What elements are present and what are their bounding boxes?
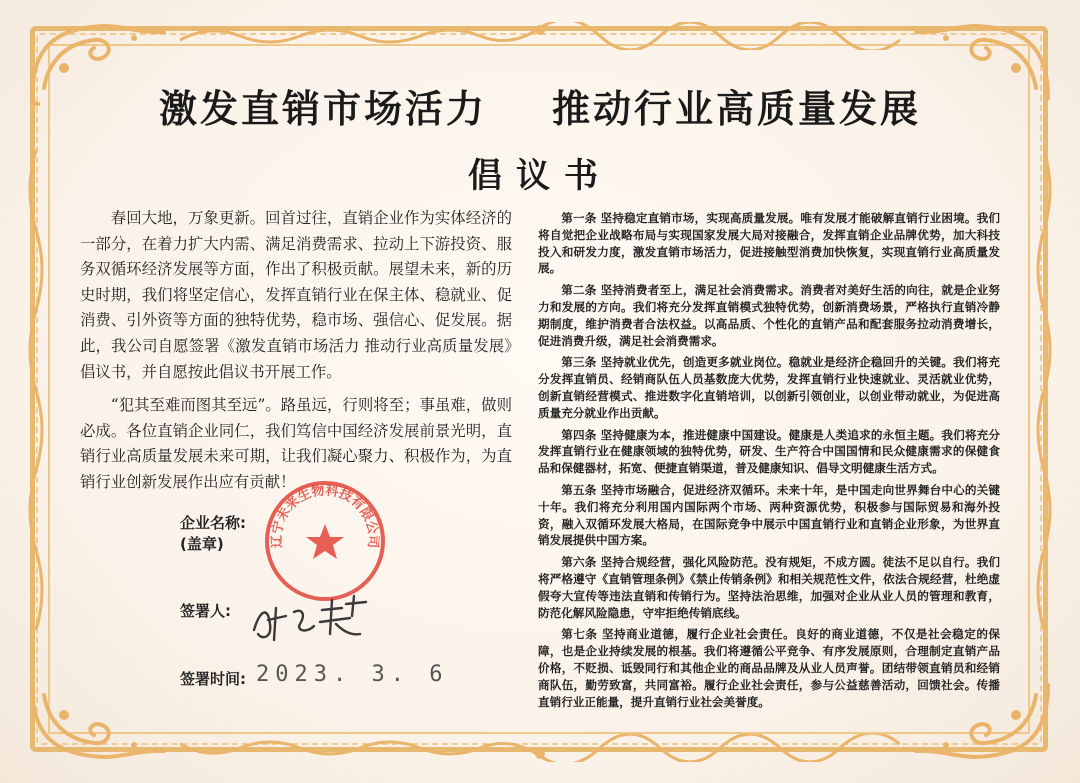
handwritten-signature-icon: [246, 590, 386, 650]
article-paragraph: 第二条 坚持消费者至上，满足社会消费需求。消费者对美好生活的向往，就是企业努力和发展的方向。我们将充分发挥直销模式独特优势，创新消费场景，严格执行直销冷静期制度，维护消费者合法权益。以高品质、个性化的直销产品和配套服务拉动消费增长，促进消费升级，满足社会消费需求。: [538, 283, 1000, 348]
signer-label: 签署人:: [180, 602, 231, 620]
company-name-label: 企业名称:: [180, 514, 246, 532]
closing-paragraph: “犯其至难而图其至远”。路虽远，行则将至；事虽难，做则必成。各位直销企业同仁，我们笃信中国经济发展前景光明，直销行业高质量发展未来可期，让我们凝心聚力、积极作为，为直销行业创新发展作出应有贡献！: [80, 396, 512, 491]
document-subtitle: 倡议书: [468, 156, 612, 196]
left-border-ornament-icon: [22, 150, 48, 630]
article-paragraph: 第三条 坚持就业优先，创造更多就业岗位。稳就业是经济企稳回升的关键。我们将充分发挥直销员、经销商队伍人员基数庞大优势，发挥直销行业快速就业、灵活就业优势，创新直销经营模式、推进数字化直销培训，以创新引领创业，以创业带动就业，为促进高质量充分就业作出贡献。: [538, 355, 1000, 420]
company-seal-icon: [262, 478, 388, 604]
article-paragraph: 第七条 坚持商业道德，履行企业社会责任。良好的商业道德，不仅是社会稳定的保障，也是企业持续发展的根基。我们将遵循公平竞争、有序发展原则，合理制定直销产品价格，不贬损、诋毁同行和其他企业的商品品牌及从业人员声誉。团结带领直销员和经销商队伍，勤劳致富，共同富裕。履行企业社会责任，参与公益慈善活动，回馈社会。传播直销行业正能量，提升直销行业社会美誉度。: [538, 627, 1000, 709]
bottom-border-ornament-icon: [180, 734, 900, 762]
article-paragraph: 第六条 坚持合规经营，强化风险防范。没有规矩，不成方圆。徒法不足以自行。我们将严格遵守《直销管理条例》《禁止传销条例》和相关规范性文件，依法合规经营，杜绝虚假夸大宣传等违法直销和传销行为。坚持法治思维，加强对企业从业人员的管理和教育，防范化解风险隐患，守牢拒绝传销底线。: [538, 555, 1000, 620]
top-border-ornament-icon: [180, 22, 900, 50]
right-column: [538, 210, 1000, 715]
article-paragraph: 第五条 坚持市场融合，促进经济双循环。未来十年，是中国走向世界舞台中心的关键十年。我们将充分利用国内国际两个市场、两种资源优势，积极参与国际贸易和海外投资，融入双循环发展大格局，在国际竞争中展示中国直销行业和直销企业形象，为世界直销发展提供中国方案。: [538, 482, 1000, 548]
document-title: 激发直销市场活力 推动行业高质量发展: [159, 87, 921, 131]
article-paragraph: 第四条 坚持健康为本，推进健康中国建设。健康是人类追求的永恒主题。我们将充分发挥直销行业在健康领域的独特优势，研发、生产符合中国国情和民众健康需求的保健食品和保健器材，拓宽、便捷直销渠道，普及健康知识、倡导文明健康生活方式。: [538, 427, 1000, 476]
article-paragraph: 第一条 坚持稳定直销市场，实现高质量发展。唯有发展才能破解直销行业困境。我们将自觉把企业战略布局与实现国家发展大局对接融合，发挥直销企业品牌优势，加大科技投入和研发力度，激发直销市场活力，促进接触型消费加快恢复，实现直销行业高质量发展。: [538, 211, 1000, 276]
seal-note-label: (盖章): [180, 535, 224, 553]
date-label: 签署时间:: [180, 670, 246, 688]
corner-ornament-icon: [24, 675, 174, 765]
intro-paragraph: 春回大地，万象更新。回首过往，直销企业作为实体经济的一部分，在着力扩大内需、满足消费需求、拉动上下游投资、服务双循环经济发展等方面，作出了积极贡献。展望未来，新的历史时期，我们将坚定信心，发挥直销行业在保主体、稳就业、促消费、引外资等方面的独特优势，稳市场、强信心、促发展。据此，我公司自愿签署《激发直销市场活力 推动行业高质量发展》倡议书，并自愿按此倡议书开展工作。: [80, 209, 512, 381]
svg-text:辽宁未来生物科技有限公司: 辽宁未来生物科技有限公司: [269, 483, 381, 549]
signing-date: 2023. 3. 6: [256, 662, 449, 687]
left-column: [80, 206, 512, 504]
right-border-ornament-icon: [1032, 150, 1058, 630]
